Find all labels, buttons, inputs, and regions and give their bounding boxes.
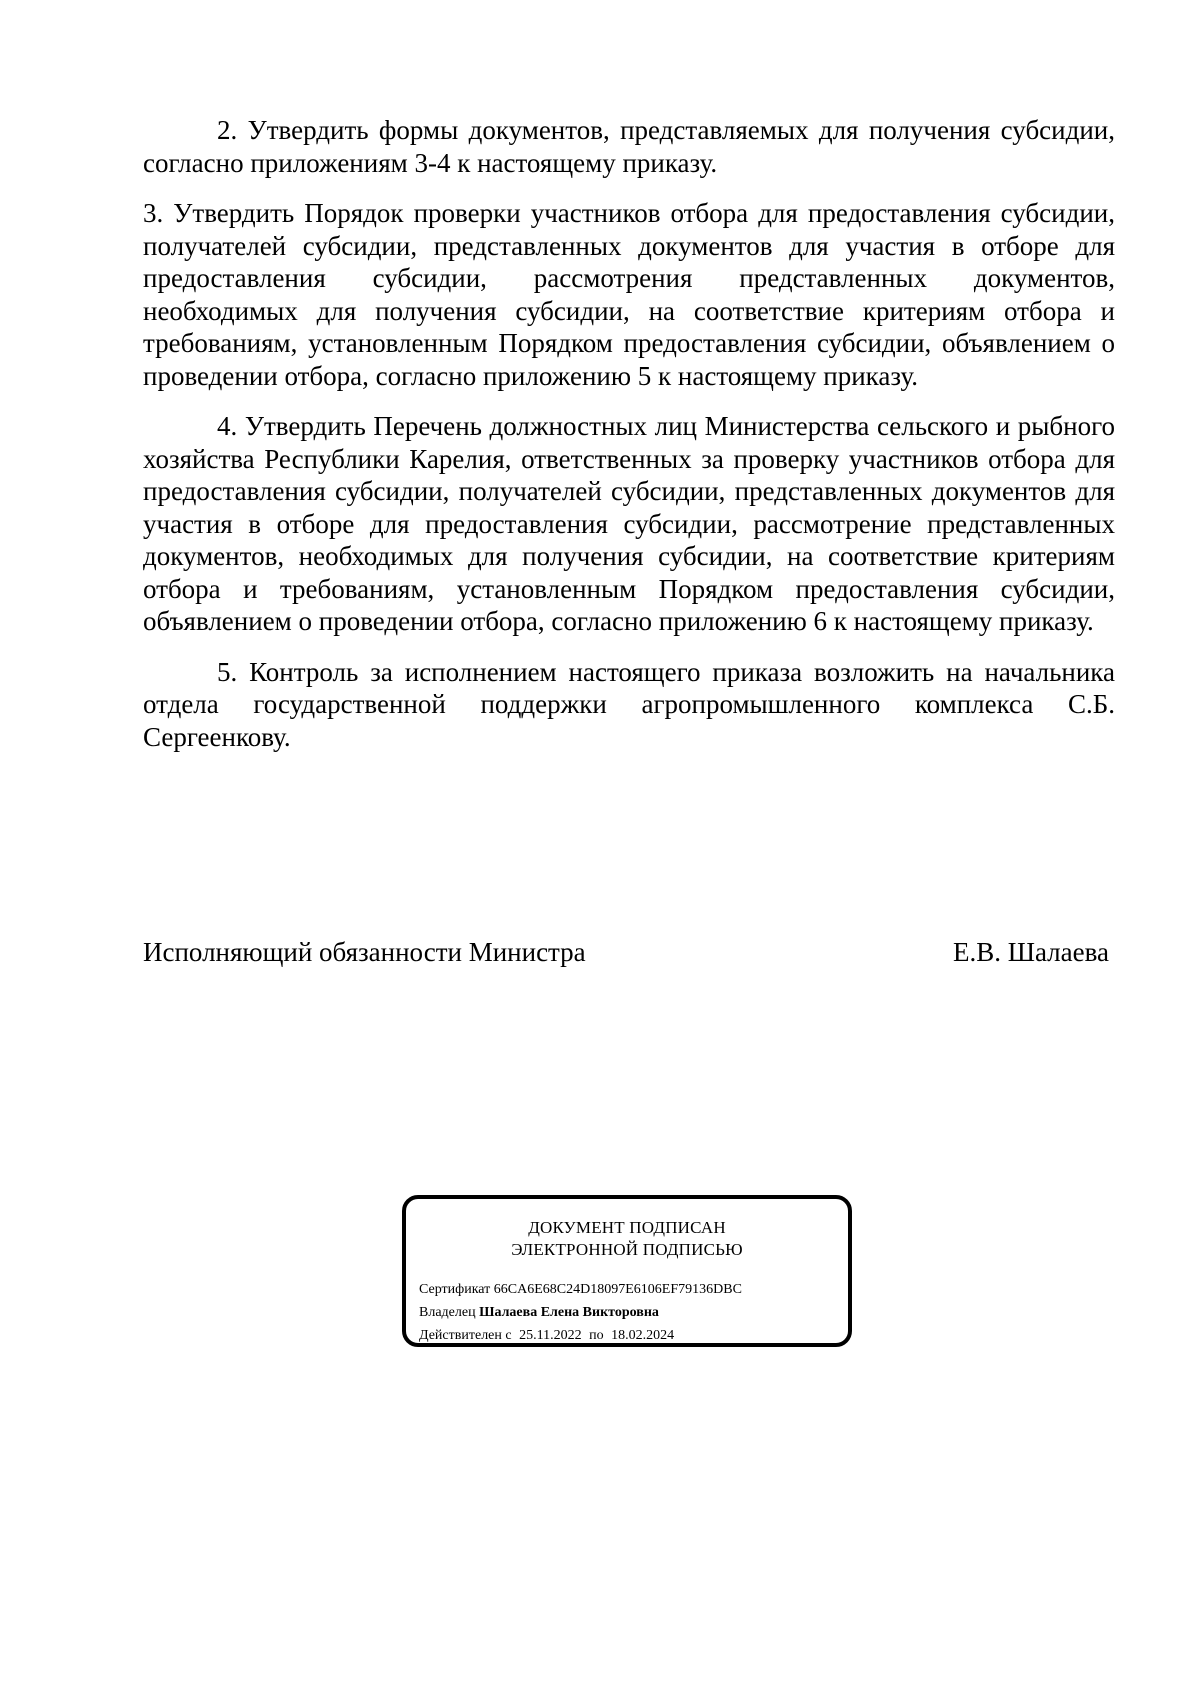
certificate-value: 66CA6E68C24D18097E6106EF79136DBC	[493, 1282, 742, 1297]
certificate-label: Сертификат	[419, 1282, 491, 1297]
valid-to-date: 18.02.2024	[611, 1328, 675, 1343]
electronic-signature-stamp	[402, 1195, 852, 1347]
paragraph-item-2: 2. Утвердить формы документов, представляемых для получения субсидии, согласно приложениям 3-4 к настоящему приказу.	[143, 115, 1115, 178]
paragraph-item-5: 5. Контроль за исполнением настоящего приказа возложить на начальника отдела государственной поддержки агропромышленного комплекса С.Б. Сергеенкову.	[143, 656, 1115, 752]
stamp-title	[406, 1217, 848, 1261]
stamp-certificate-row	[419, 1278, 742, 1301]
signature-line	[143, 936, 1109, 968]
owner-value: Шалаева Елена Викторовна	[479, 1305, 659, 1320]
signatory-name: Е.В. Шалаева	[952, 937, 1109, 967]
valid-from-date: 25.11.2022	[519, 1328, 582, 1343]
stamp-owner-row	[419, 1301, 742, 1324]
stamp-validity-row	[419, 1324, 742, 1347]
stamp-title-line-1: ДОКУМЕНТ ПОДПИСАН	[528, 1218, 726, 1237]
paragraph-item-3: 3. Утвердить Порядок проверки участников отбора для предоставления субсидии, получателей субсидии, представленных документов для участия в отборе для предоставления субсидии, рассмотрения представленных документов, необходимых для получения субсидии, на соответствие критериям отбора и требованиям, установленным Порядком предоставления субсидии, объявлением о проведении отбора, согласно приложению 5 к настоящему приказу.	[143, 198, 1115, 391]
paragraph-item-4: 4. Утвердить Перечень должностных лиц Министерства сельского и рыбного хозяйства Республики Карелия, ответственных за проверку участников отбора для предоставления субсидии, получателей субсидии, представленных документов для участия в отборе для предоставления субсидии, рассмотрение представленных документов, необходимых для получения субсидии, на соответствие критериям отбора и требованиям, установленным Порядком предоставления субсидии, объявлением о проведении отбора, согласно приложению 6 к настоящему приказу.	[143, 411, 1115, 636]
order-body	[143, 114, 1115, 771]
stamp-title-line-2: ЭЛЕКТРОННОЙ ПОДПИСЬЮ	[511, 1240, 743, 1259]
valid-label: Действителен с	[419, 1328, 512, 1343]
owner-label: Владелец	[419, 1305, 476, 1320]
valid-to-label: по	[589, 1328, 604, 1343]
stamp-details	[419, 1278, 742, 1347]
signatory-position: Исполняющий обязанности Министра	[143, 937, 586, 967]
